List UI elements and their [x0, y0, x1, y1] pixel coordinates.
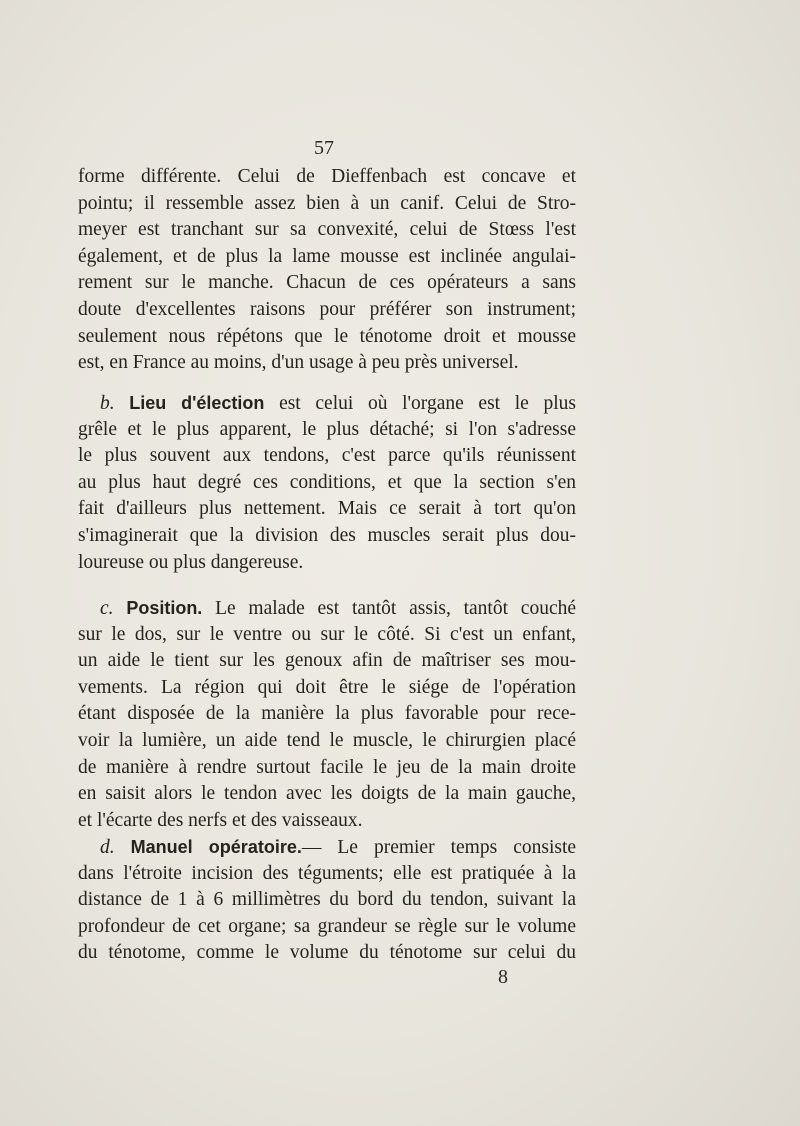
text-line: seulement nous répétons que le ténotome droit et mousse [78, 325, 576, 347]
text-line [78, 390, 576, 417]
text-line: forme différente. Celui de Dieffenbach est concave et [78, 166, 576, 187]
section-letter: d. [100, 837, 115, 858]
text-line: au plus haut degré ces conditions, et que la section s'en [78, 471, 576, 493]
text-line: également, et de plus la lame mousse est inclinée angulai- [78, 245, 576, 267]
text-line: du ténotome, comme le volume du ténotome sur celui du [78, 942, 576, 964]
text-line: distance de 1 à 6 millimètres du bord du tendon, suivant la [78, 889, 576, 911]
text-line: étant disposée de la manière la plus favorable pour rece- [78, 703, 576, 725]
section-letter: c. [100, 598, 114, 619]
text-line: est, en France au moins, d'un usage à peu près universel. [78, 352, 519, 374]
section-title: Position. [126, 598, 203, 618]
page-number: 57 [314, 137, 334, 159]
text-line: dans l'étroite incision des téguments; elle est pratiquée à la [78, 862, 576, 884]
paragraph-manuel-operatoire [78, 834, 576, 967]
text-line: en saisit alors le tendon avec les doigts de la main gauche, [78, 783, 576, 805]
text-line: profondeur de cet organe; sa grandeur se règle sur le volume [78, 915, 576, 937]
paragraph-lieu-election [78, 390, 576, 576]
text-line: meyer est tranchant sur sa convexité, celui de Stœss l'est [78, 219, 576, 241]
line-text: — Le premier temps consiste [301, 837, 577, 858]
signature-mark: 8 [498, 966, 508, 988]
paragraph-instruments [78, 164, 576, 377]
line-text: est celui où l'organe est le plus [279, 393, 577, 414]
text-line: pointu; il ressemble assez bien à un canif. Celui de Stro- [78, 192, 576, 214]
text-line: doute d'excellentes raisons pour préférer son instrument; [78, 298, 576, 320]
text-line: le plus souvent aux tendons, c'est parce qu'ils réunissent [78, 445, 576, 467]
text-line: vements. La région qui doit être le siége de l'opération [78, 676, 576, 698]
text-line: fait d'ailleurs plus nettement. Mais ce serait à tort qu'on [78, 498, 576, 520]
text-line: grêle et le plus apparent, le plus détaché; si l'on s'adresse [78, 418, 576, 440]
text-line: rement sur le manche. Chacun de ces opérateurs a sans [78, 272, 576, 294]
text-line: et l'écarte des nerfs et des vaisseaux. [78, 809, 363, 831]
section-title: Manuel opératoire. [130, 837, 302, 857]
text-line: sur le dos, sur le ventre ou sur le côté. Si c'est un enfant, [78, 623, 576, 645]
text-line: voir la lumière, un aide tend le muscle, le chirurgien placé [78, 729, 576, 751]
paragraph-position [78, 595, 576, 834]
text-line [78, 834, 576, 861]
text-line: de manière à rendre surtout facile le jeu de la main droite [78, 756, 576, 778]
text-line: s'imaginerait que la division des muscles serait plus dou- [78, 524, 576, 546]
line-text: Le malade est tantôt assis, tantôt couché [215, 598, 577, 619]
text-line: loureuse ou plus dangereuse. [78, 551, 304, 573]
section-title: Lieu d'élection [129, 393, 265, 413]
text-line: un aide le tient sur les genoux afin de maîtriser ses mou- [78, 650, 576, 672]
text-line [78, 595, 576, 622]
section-letter: b. [100, 393, 115, 414]
